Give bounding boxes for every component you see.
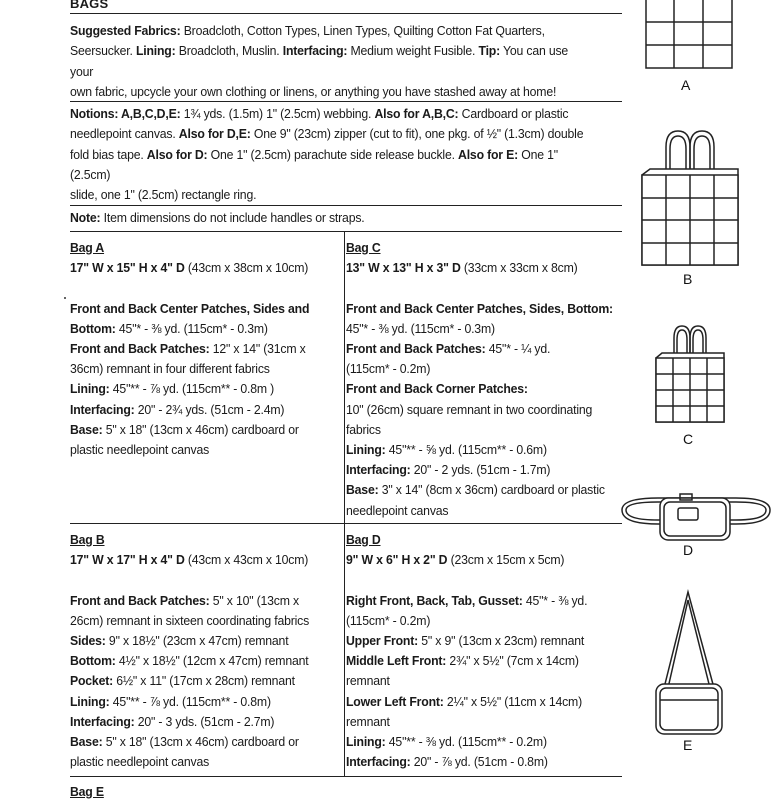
bag-d-title: Bag D	[346, 532, 381, 547]
bag-d-requirements: Bag D 9" W x 6" H x 2" D (23cm x 15cm x 5cm) Right Front, Back, Tab, Gusset: 45"* - ⅜ yd. (115cm* - 0.2m) Upper Front: 5" x 9" (13cm x 23cm) remnant Middle Left Front: 2¾" x 5½" (7cm x 14cm) remnant Lower Left Front: 2¼" x 5½" (11cm x 14cm) remnant Lining: 45"** - ⅜ yd. (115cm** - 0.2m) Interfacing: 20" - ⅞ yd. (51cm - 0.8m)	[346, 530, 625, 772]
fabrics-paragraph: Suggested Fabrics: Broadcloth, Cotton Types, Linen Types, Quilting Cotton Fat Quarters, Seersucker. Lining: Broadcloth, Muslin. Interfacing: Medium weight Fusible. Tip: You can use your own fabric, upcycle your own clothing or linens, or anything you have stashed away at home!	[70, 23, 569, 99]
figure-label-c: C	[683, 431, 694, 447]
bag-b-title: Bag B	[70, 532, 105, 547]
bag-a-title: Bag A	[70, 240, 105, 255]
figure-label-a: A	[681, 77, 691, 93]
table-middle-rule	[70, 523, 622, 524]
divider-rule	[70, 101, 622, 102]
table-column-divider	[344, 231, 345, 776]
figure-label-b: B	[683, 271, 693, 287]
bag-e-illustration	[650, 588, 730, 738]
bag-b-requirements: Bag B 17" W x 17" H x 4" D (43cm x 43cm x 10cm) Front and Back Patches: 5" x 10" (13cm x 26cm) remnant in sixteen coordinating fabrics Sides: 9" x 18½" (23cm x 47cm) remnant Bottom: 4½" x 18½" (12cm x 47cm) remnant Pocket: 6½" x 11" (17cm x 28cm) remnant Lining: 45"** - ⅞ yd. (115cm** - 0.8m) Interfacing: 20" - 3 yds. (51cm - 2.7m) Base: 5" x 18" (13cm x 46cm) cardboard or plastic needlepoint canvas	[70, 530, 340, 772]
top-rule	[70, 13, 622, 14]
table-top-rule	[70, 231, 622, 232]
divider-rule	[70, 205, 622, 206]
bag-c-title: Bag C	[346, 240, 381, 255]
bag-c-requirements: Bag C 13" W x 13" H x 3" D (33cm x 33cm x 8cm) Front and Back Center Patches, Sides, Bottom: 45"* - ⅜ yd. (115cm* - 0.3m) Front and Back Patches: 45"* - ¼ yd. (115cm* - 0.2m) Front and Back Corner Patches: 10" (26cm) square remnant in two coordinating fabrics Lining: 45"** - ⅝ yd. (115cm** - 0.6m) Interfacing: 20" - 2 yds. (51cm - 1.7m) Base: 3" x 14" (8cm x 36cm) cardboard or plastic needlepoint canvas	[346, 238, 625, 521]
bag-e-requirements	[70, 782, 340, 802]
bag-e-title: Bag E	[70, 784, 104, 799]
notions-paragraph: Notions: A,B,C,D,E: 1¾ yds. (1.5m) 1" (2.5cm) webbing. Also for A,B,C: Cardboard or plastic needlepoint canvas. Also for D,E: One 9" (23cm) zipper (cut to fit), one pkg. of ½" (1.3cm) double fold bias tape. Also for D: One 1" (2.5cm) parachute side release buckle. Also for E: One 1" (2.5cm) slide, one 1" (2.5cm) rectangle ring.	[70, 106, 584, 203]
figure-label-d: D	[683, 542, 694, 558]
bag-b-illustration	[638, 125, 742, 269]
table-bottom-rule	[70, 776, 622, 777]
note-line: Note: Item dimensions do not include handles or straps.	[70, 210, 365, 225]
bag-c-illustration	[652, 320, 728, 426]
figure-label-e: E	[683, 737, 693, 753]
bag-d-illustration	[618, 488, 771, 544]
section-heading: BAGS	[70, 0, 109, 11]
stray-mark	[64, 297, 66, 299]
bag-a-illustration	[640, 0, 738, 72]
bag-a-requirements: Bag A 17" W x 15" H x 4" D (43cm x 38cm x 10cm) Front and Back Center Patches, Sides and Bottom: 45"* - ⅜ yd. (115cm* - 0.3m) Front and Back Patches: 12" x 14" (31cm x 36cm) remnant in four different fabrics Lining: 45"** - ⅞ yd. (115cm** - 0.8m ) Interfacing: 20" - 2¾ yds. (51cm - 2.4m) Base: 5" x 18" (13cm x 46cm) cardboard or plastic needlepoint canvas	[70, 238, 340, 460]
